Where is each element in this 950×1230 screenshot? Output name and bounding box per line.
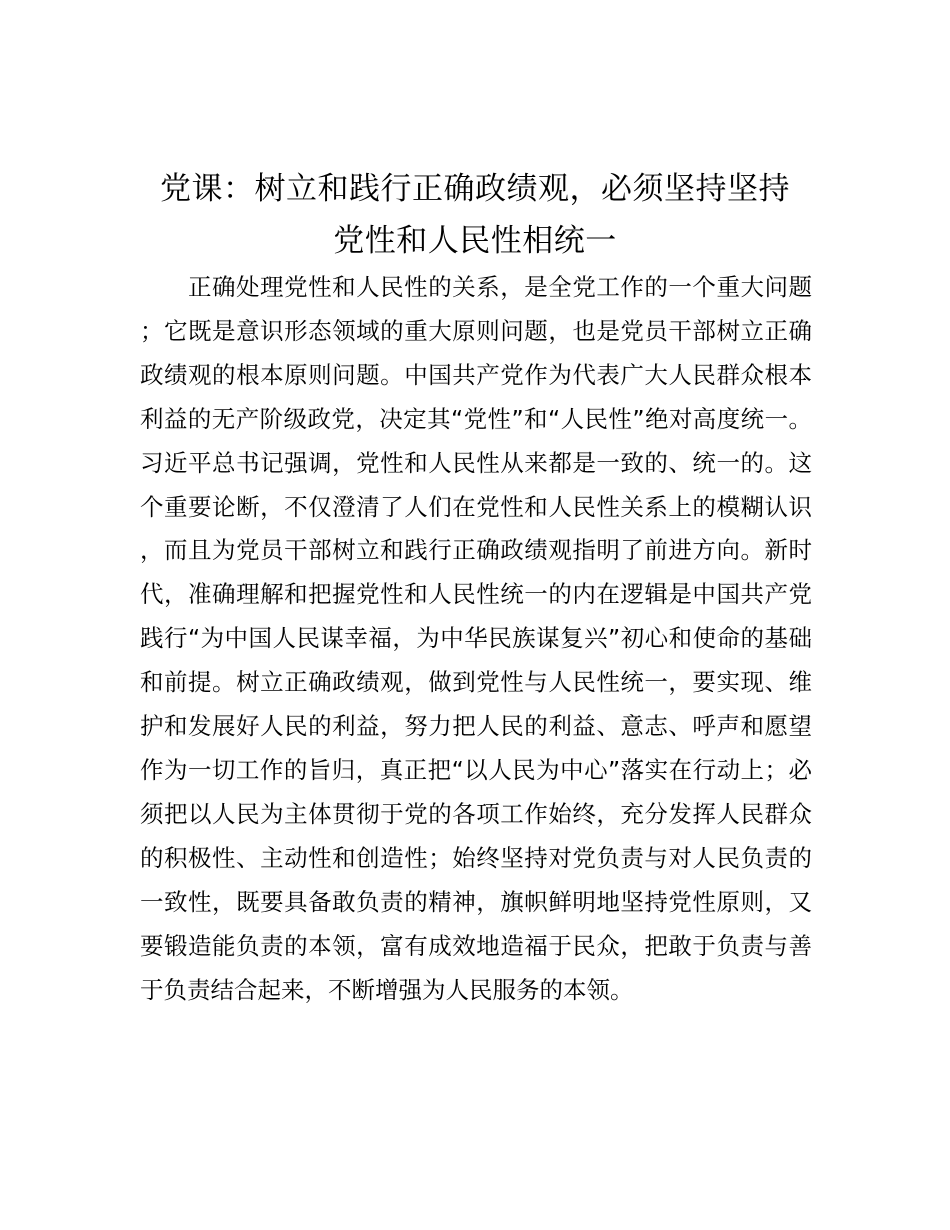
body-paragraph: 正确处理党性和人民性的关系，是全党工作的一个重大问题；它既是意识形态领域的重大原则问题，也是党员干部树立正确政绩观的根本原则问题。中国共产党作为代表广大人民群众根本利益的无产阶级政党，决定其“党性”和“人民性”绝对高度统一。习近平总书记强调，党性和人民性从来都是一致的、统一的。这个重要论断，不仅澄清了人们在党性和人民性关系上的模糊认识，而且为党员干部树立和践行正确政绩观指明了前进方向。新时代，准确理解和把握党性和人民性统一的内在逻辑是中国共产党践行“为中国人民谋幸福，为中华民族谋复兴”初心和使命的基础和前提。树立正确政绩观，做到党性与人民性统一，要实现、维护和发展好人民的利益，努力把人民的利益、意志、呼声和愿望作为一切工作的旨归，真正把“以人民为中心”落实在行动上；必须把以人民为主体贯彻于党的各项工作始终，充分发挥人民群众的积极性、主动性和创造性；始终坚持对党负责与对人民负责的一致性，既要具备敢负责的精神，旗帜鲜明地坚持党性原则，又要锻造能负责的本领，富有成效地造福于民众，把敢于负责与善于负责结合起来，不断增强为人民服务的本领。	[140, 273, 812, 1004]
title-line-2: 党性和人民性相统一	[333, 223, 617, 259]
title-line-1: 党课：树立和践行正确政绩观，必须坚持坚持	[160, 171, 790, 207]
document-title	[120, 163, 830, 267]
